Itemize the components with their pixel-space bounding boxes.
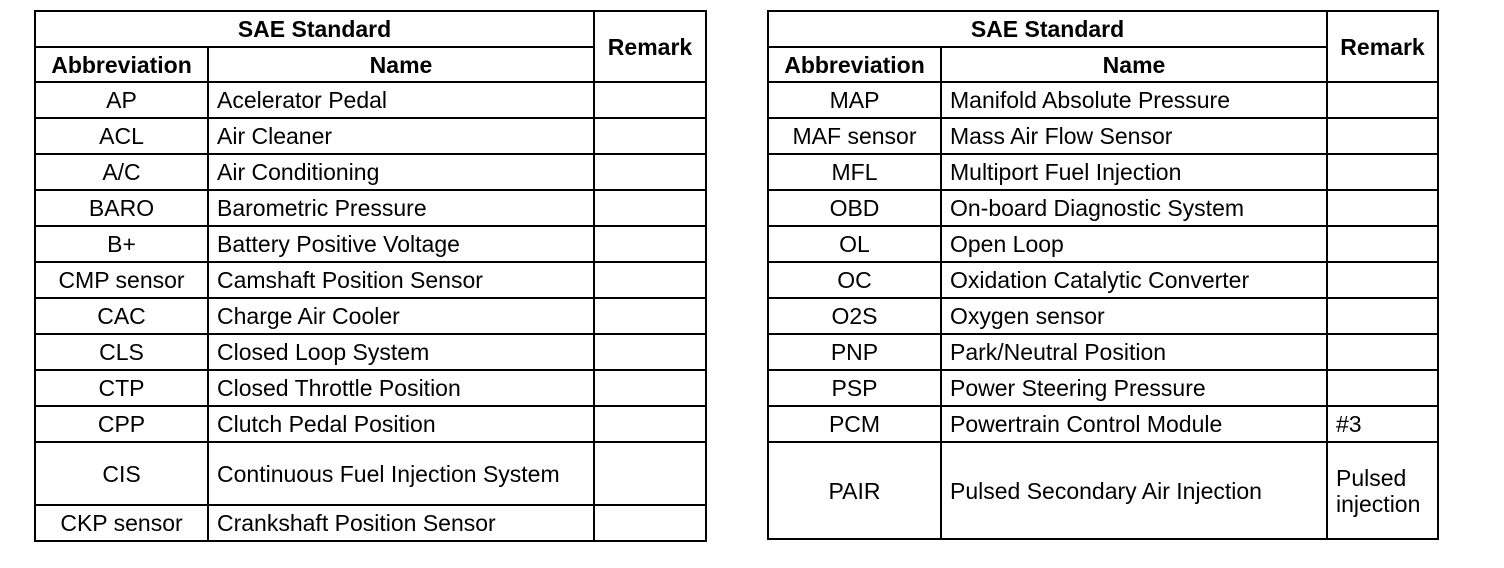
table-row	[768, 154, 1438, 190]
sae-standard-header: SAE Standard	[768, 11, 1327, 47]
name-cell: Powertrain Control Module	[941, 406, 1327, 442]
remark-cell	[594, 406, 706, 442]
abbreviation-cell: CLS	[35, 334, 208, 370]
abbreviation-cell: CTP	[35, 370, 208, 406]
table-row	[768, 190, 1438, 226]
abbreviation-cell: CMP sensor	[35, 262, 208, 298]
table-row	[35, 154, 706, 190]
name-header: Name	[941, 47, 1327, 82]
abbreviation-cell: ACL	[35, 118, 208, 154]
remark-cell	[594, 370, 706, 406]
table-row	[35, 505, 706, 541]
remark-cell	[1327, 334, 1438, 370]
name-cell: Mass Air Flow Sensor	[941, 118, 1327, 154]
table-row	[768, 442, 1438, 539]
table-row	[35, 298, 706, 334]
name-cell: On-board Diagnostic System	[941, 190, 1327, 226]
table-row	[768, 406, 1438, 442]
remark-cell	[594, 298, 706, 334]
remark-header: Remark	[594, 11, 706, 82]
table-row	[35, 190, 706, 226]
name-cell: Open Loop	[941, 226, 1327, 262]
abbreviation-cell: CKP sensor	[35, 505, 208, 541]
table-row	[768, 334, 1438, 370]
name-cell: Charge Air Cooler	[208, 298, 594, 334]
name-cell: Closed Throttle Position	[208, 370, 594, 406]
abbreviation-cell: PSP	[768, 370, 941, 406]
name-cell: Park/Neutral Position	[941, 334, 1327, 370]
abbreviation-cell: MAP	[768, 82, 941, 118]
name-cell: Oxidation Catalytic Converter	[941, 262, 1327, 298]
table-row	[35, 118, 706, 154]
remark-cell	[594, 262, 706, 298]
table-row	[35, 406, 706, 442]
abbreviation-cell: A/C	[35, 154, 208, 190]
remark-cell	[594, 154, 706, 190]
abbreviation-cell: O2S	[768, 298, 941, 334]
remark-cell: #3	[1327, 406, 1438, 442]
remark-cell	[594, 226, 706, 262]
name-cell: Power Steering Pressure	[941, 370, 1327, 406]
abbreviation-cell: OBD	[768, 190, 941, 226]
remark-cell	[594, 118, 706, 154]
table-row	[35, 442, 706, 505]
remark-cell	[594, 334, 706, 370]
name-cell: Battery Positive Voltage	[208, 226, 594, 262]
remark-cell	[594, 190, 706, 226]
remark-cell	[594, 82, 706, 118]
remark-cell	[1327, 298, 1438, 334]
abbreviation-cell: PCM	[768, 406, 941, 442]
abbreviation-header: Abbreviation	[768, 47, 941, 82]
right-abbreviation-table	[767, 10, 1439, 540]
abbreviation-cell: PAIR	[768, 442, 941, 539]
table-row	[768, 226, 1438, 262]
table-row	[768, 370, 1438, 406]
abbreviation-cell: CAC	[35, 298, 208, 334]
remark-cell	[1327, 370, 1438, 406]
sae-standard-header: SAE Standard	[35, 11, 594, 47]
name-cell: Multiport Fuel Injection	[941, 154, 1327, 190]
abbreviation-cell: MFL	[768, 154, 941, 190]
table-row	[768, 82, 1438, 118]
name-cell: Manifold Absolute Pressure	[941, 82, 1327, 118]
name-cell: Pulsed Secondary Air Injection	[941, 442, 1327, 539]
abbreviation-cell: BARO	[35, 190, 208, 226]
table-row	[35, 262, 706, 298]
abbreviation-cell: CPP	[35, 406, 208, 442]
remark-cell	[1327, 82, 1438, 118]
remark-cell	[1327, 190, 1438, 226]
table-row	[35, 370, 706, 406]
remark-header: Remark	[1327, 11, 1438, 82]
left-abbreviation-table	[34, 10, 707, 542]
name-cell: Camshaft Position Sensor	[208, 262, 594, 298]
remark-cell	[1327, 118, 1438, 154]
name-header: Name	[208, 47, 594, 82]
table-row	[768, 118, 1438, 154]
abbreviation-header: Abbreviation	[35, 47, 208, 82]
name-cell: Crankshaft Position Sensor	[208, 505, 594, 541]
remark-cell	[594, 505, 706, 541]
name-cell: Air Cleaner	[208, 118, 594, 154]
remark-cell	[1327, 262, 1438, 298]
name-cell: Closed Loop System	[208, 334, 594, 370]
table-row	[35, 334, 706, 370]
abbreviation-cell: B+	[35, 226, 208, 262]
name-cell: Continuous Fuel Injection System	[208, 442, 594, 505]
name-cell: Air Conditioning	[208, 154, 594, 190]
name-cell: Acelerator Pedal	[208, 82, 594, 118]
remark-cell	[1327, 226, 1438, 262]
remark-cell	[1327, 154, 1438, 190]
remark-cell: Pulsed injection	[1327, 442, 1438, 539]
remark-cell	[594, 442, 706, 505]
abbreviation-cell: CIS	[35, 442, 208, 505]
name-cell: Oxygen sensor	[941, 298, 1327, 334]
table-row	[768, 262, 1438, 298]
abbreviation-cell: AP	[35, 82, 208, 118]
name-cell: Clutch Pedal Position	[208, 406, 594, 442]
name-cell: Barometric Pressure	[208, 190, 594, 226]
abbreviation-cell: MAF sensor	[768, 118, 941, 154]
table-row	[768, 298, 1438, 334]
abbreviation-cell: PNP	[768, 334, 941, 370]
table-row	[35, 226, 706, 262]
abbreviation-cell: OC	[768, 262, 941, 298]
abbreviation-cell: OL	[768, 226, 941, 262]
table-row	[35, 82, 706, 118]
